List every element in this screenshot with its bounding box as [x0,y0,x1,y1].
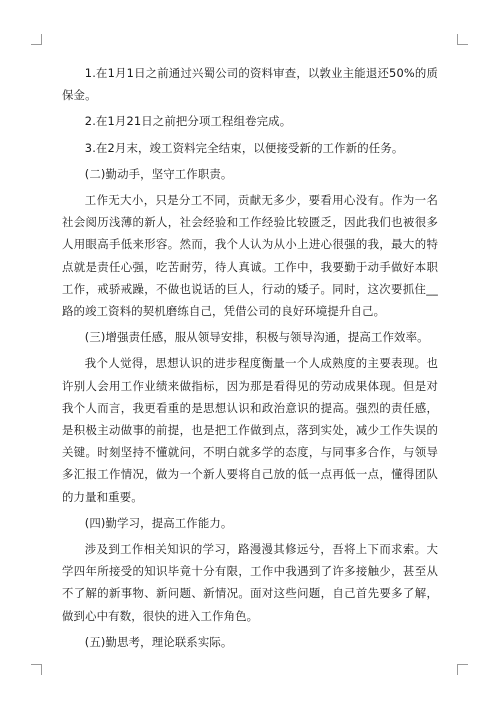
section-heading-5: (五)勤思考，理论联系实际。 [84,634,233,649]
paragraph-task-3: 3.在2月末，竣工资料完全结束，以便接受新的工作新的任务。 [84,140,404,155]
crop-mark-bottom-left [31,664,42,675]
section-heading-4: (四)勤学习，提高工作能力。 [84,515,233,530]
paragraph-section-4-body: 涉及到工作相关知识的学习，路漫漫其修远兮，吾将上下而求索。大学四年所接受的知识毕竟十分有限，工作中我遇到了许多接触少，甚至从不了解的新事物、新问题、新情况。面对这些问题，自己首先要多了解，做到心中有数，很快的进入工作角色。 [62,542,438,623]
crop-mark-bottom-right [457,664,468,675]
paragraph-section-2-body: 工作无大小，只是分工不同，贡献无多少，要看用心没有。作为一名社会阅历浅薄的新人，社会经验和工作经验比较匮乏，因此我们也被很多人用眼高手低来形容。然而，我个人认为从小上进心很强的我，最大的特点就是责任心强，吃苦耐劳，待人真诚。工作中，我要勤于动手做好本职工作，戒骄戒躁，不做也说话的巨人，行动的矮子。同时，这次要抓住__路的竣工资料的契机磨练自己，凭借公司的良好环境提升自己。 [62,193,438,319]
paragraph-task-1: 1.在1月1日之前通过兴蜀公司的资料审查，以敦业主能退还50%的质保金。 [62,66,438,103]
section-heading-3: (三)增强责任感，服从领导安排，积极与领导沟通，提高工作效率。 [84,330,429,345]
document-body [62,62,438,653]
paragraph-task-2: 2.在1月21日之前把分项工程组卷完成。 [84,114,292,129]
crop-mark-top-right [457,34,468,45]
paragraph-section-3-body: 我个人觉得，思想认识的进步程度衡量一个人成熟度的主要表现。也许别人会用工作业绩来做指标，因为那是看得见的劳动成果体现。但是对我个人而言，我更看重的是思想认识和政治意识的提高。强烈的责任感，是积极主动做事的前提，也是把工作做到点，落到实处，减少工作失误的关键。时刻坚持不懂就问，不明白就多学的态度，与同事多合作，与领导多汇报工作情况，做为一个新人要将自己放的低一点再低一点，懂得团队的力量和重要。 [62,356,438,504]
section-heading-2: (二)勤动手，坚守工作职责。 [84,166,233,181]
crop-mark-top-left [31,34,42,45]
